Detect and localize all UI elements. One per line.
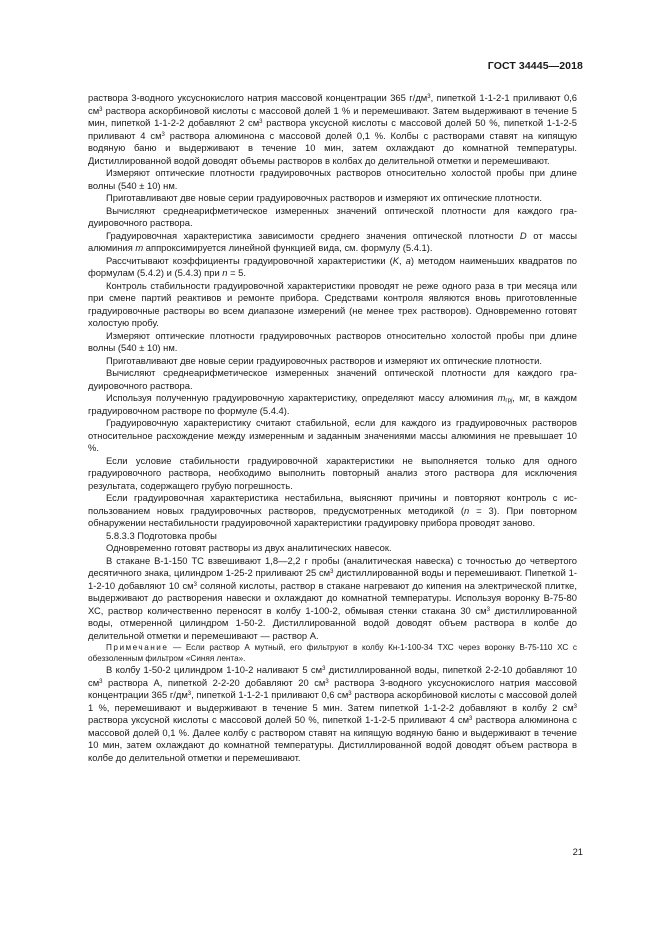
note-label: Примечание xyxy=(106,643,169,652)
paragraph-11: Используя полученную градуировочную характеристику, определяют массу алюминия $m_{грj}$, мг, в каждом градуировочном растворе по формуле (5.4.4). xyxy=(88,392,577,416)
paragraph-14: Если градуировочная характеристика нестабильна, выясняют причины и повторяют контроль с использованием новых градуировочных растворов, предусмотренных методикой (n = 3). При повторном обнаружении нестабильности градуировочной характеристики градуировку прибора проводят заново. xyxy=(88,492,577,528)
page-number: 21 xyxy=(572,846,583,857)
paragraph-13: Если условие стабильности градуировочной характеристики не выполняется только для одного градуировочного раствора, необходимо выполнить повторный анализ этого раствора для исключения результата, содержащего грубую погрешность. xyxy=(88,454,577,491)
paragraph-17: В стакане В-1-150 ТС взвешивают 1,8—2,2 г пробы (аналитическая навеска) с точностью до четвертого десятичного знака, цилиндром 1-25-2 приливают 25 $см^3$ дистиллированной воды и перемешивают. Пипеткой 1-1-2-10 добавляют 10 $см^3$ соляной кислоты, раствор в стакане нагревают до кипения на электрической плитке, выдерживают до растворения навески и охлаждают до комнатной температуры. Используя воронку В-75-80 ХС, раствор количественно переносят в колбу 1-100-2, обмывая стенки стакана 30 $см^3$ дистиллированной воды, отмеренной цилиндром 1-50-2. Дистиллированной водой доводят объем раствора в колбе до делительной отметки и перемешивают — раствор А. xyxy=(88,554,578,641)
document-header: ГОСТ 34445—2018 xyxy=(487,60,583,72)
note xyxy=(88,642,577,664)
paragraph-12: Градуировочную характеристику считают стабильной, если для каждого из градуировочных растворов относительное расхождение между измеренным и заданным значениями массы алюминия не превышает 10 %. xyxy=(88,417,577,453)
paragraph-8: Измеряют оптические плотности градуировочных растворов относительно холостой пробы при длине волны (540 ± 10) нм. xyxy=(88,329,577,353)
paragraph-4: Вычисляют среднеарифметическое измеренных значений оптической плотности для каждого градуировочного раствора. xyxy=(88,204,577,228)
paragraph-9: Приготавливают две новые серии градуировочных растворов и измеряют их оптические плотности. xyxy=(106,354,542,366)
section-heading-5-8-3-3: 5.8.3.3 Подготовка пробы xyxy=(106,529,217,541)
page-content xyxy=(88,92,577,764)
paragraph-5: Градуировочная характеристика зависимости среднего значения оптической плотности D от массы алюминия m аппроксимируется линейной функцией вида, см. формулу (5.4.1). xyxy=(88,229,577,253)
note-text: — Если раствор А мутный, его фильтруют в колбу Кн-1-100-34 ТХС через воронку В-75-110 ХС с обеззоленным фильтром «Синяя лента». xyxy=(88,643,577,663)
paragraph-6: Рассчитывают коэффициенты градуировочной характеристики (K, a) методом наименьших квадратов по формулам (5.4.2) и (5.4.3) при n = 5. xyxy=(88,254,577,278)
paragraph-final: В колбу 1-50-2 цилиндром 1-10-2 наливают 5 $см^3$ дистиллированной воды, пипеткой 2-2-10 добавляют 10 $см^3$ раствора А, пипеткой 2-2-20 добавляют 20 $см^3$ раствора 3-водного уксуснокислого натрия массовой концентрации 365 $г/дм^3$, пипеткой 1-1-2-1 приливают 0,6 $см^3$ раствора аскорбиновой кислоты с массовой долей 1 %, перемешивают и выдерживают в течение 5 мин. Затем пипеткой 1-1-2-2 добавляют в колбу 2 $см^3$ раствора уксусной кислоты с массовой долей 50 %, пипеткой 1-1-2-5 приливают 4 $см^3$ раствора алюминона с массовой долей 0,1 %. Далее колбу с раствором ставят на кипящую водяную баню и выдерживают в течение 10 мин, затем охлаждают до комнатной температуры. Дистиллированной водой доводят объем раствора в колбе до делительной отметки и перемешивают. xyxy=(88,664,578,763)
paragraph-10: Вычисляют среднеарифметическое измеренных значений оптической плотности для каждого градуировочного раствора. xyxy=(88,367,577,391)
paragraph-3: Приготавливают две новые серии градуировочных растворов и измеряют их оптические плотности. xyxy=(106,192,542,203)
paragraph-1: раствора 3-водного уксуснокислого натрия массовой концентрации 365 $г/дм^3$, пипеткой 1-1-2-1 приливают 0,6 $см^3$ раствора аскорбиновой кислоты с массовой долей 1 % и перемешивают. Затем выдерживают в течение 5 мин, пипеткой 1-1-2-2 добавляют 2 $см^3$ раствора уксусной кислоты с массовой долей 50 %, пипеткой 1-1-2-5 приливают 4 $см^3$ раствора алюминона с массовой долей 0,1 %. Колбы с растворами ставят на кипящую водяную баню и выдерживают в течение 10 мин, затем охлаждают до комнатной температуры. Дистиллированной водой доводят объемы растворов в колбах до делительной отметки и перемешивают. xyxy=(88,92,577,166)
paragraph-2: Измеряют оптические плотности градуировочных растворов относительно холостой пробы при длине волны (540 ± 10) нм. xyxy=(88,167,577,191)
paragraph-16: Одновременно готовят растворы из двух аналитических навесок. xyxy=(106,542,392,553)
paragraph-7: Контроль стабильности градуировочной характеристики проводят не реже одного раза в три месяца или при смене партий реактивов и ремонте прибора. Средствами контроля являются вновь приготовленные градуировочные растворы во всем диапазоне измерений (не менее трех растворов). Одновременно готовят холостую пробу. xyxy=(88,279,577,328)
